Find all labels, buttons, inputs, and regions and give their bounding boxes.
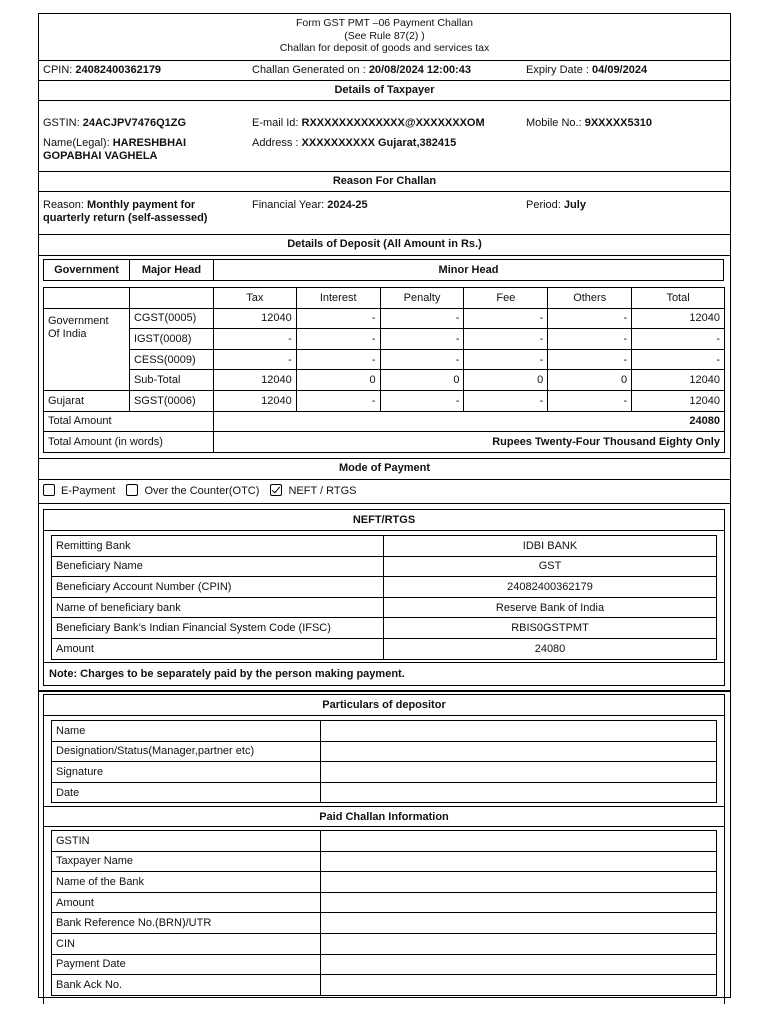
amount-cell: - xyxy=(213,349,296,370)
col-total: Total xyxy=(632,288,725,309)
neft-value: RBIS0GSTPMT xyxy=(384,618,717,639)
amount-cell: - xyxy=(548,349,632,370)
option-label: NEFT / RTGS xyxy=(288,485,357,497)
checkbox-checked-icon[interactable] xyxy=(270,484,282,496)
deposit-head-table xyxy=(43,259,724,281)
neft-value: 24082400362179 xyxy=(384,577,717,598)
cpin-value: 24082400362179 xyxy=(75,64,162,76)
paid-value-field[interactable] xyxy=(321,954,717,975)
email-label: E-mail Id: xyxy=(252,117,302,129)
amount-cell: - xyxy=(464,308,548,329)
table-row xyxy=(52,975,717,996)
table-row xyxy=(52,782,717,803)
mobile-label: Mobile No.: xyxy=(526,117,585,129)
paid-value-field[interactable] xyxy=(321,933,717,954)
form-title: Form GST PMT –06 Payment Challan xyxy=(295,17,473,29)
total-amount-row xyxy=(44,411,725,432)
major-head-cell: CESS(0009) xyxy=(129,349,213,370)
paid-label: Bank Ack No. xyxy=(52,975,321,996)
amount-cell: - xyxy=(548,390,632,411)
neft-value: IDBI BANK xyxy=(384,536,717,557)
table-row xyxy=(52,913,717,934)
head-government: Government xyxy=(44,260,130,281)
depositor-label: Date xyxy=(52,782,321,803)
subtotal-row xyxy=(44,370,725,391)
depositor-table xyxy=(51,720,717,803)
depositor-value-field[interactable] xyxy=(321,741,717,762)
depositor-value-field[interactable] xyxy=(321,762,717,783)
neft-rtgs-box xyxy=(43,509,725,686)
taxpayer-section-title: Details of Taxpayer xyxy=(334,84,435,96)
gov-of-india-line1: Government xyxy=(48,314,109,327)
option-label: Over the Counter(OTC) xyxy=(144,485,260,497)
amount-cell: 12040 xyxy=(632,370,725,391)
depositor-section-title: Particulars of depositor xyxy=(44,695,724,716)
checkbox-icon[interactable] xyxy=(126,484,138,496)
amount-cell: - xyxy=(296,390,380,411)
total-words-value: Rupees Twenty-Four Thousand Eighty Only xyxy=(213,432,724,453)
paid-label: Bank Reference No.(BRN)/UTR xyxy=(52,913,321,934)
checkbox-icon[interactable] xyxy=(43,484,55,496)
generated-value: 20/08/2024 12:00:43 xyxy=(368,64,471,76)
table-row xyxy=(52,597,717,618)
col-fee: Fee xyxy=(464,288,548,309)
major-head-cell: SGST(0006) xyxy=(129,390,213,411)
payment-mode-title: Mode of Payment xyxy=(338,462,431,474)
neft-label: Name of beneficiary bank xyxy=(52,597,384,618)
option-label: E-Payment xyxy=(61,485,116,497)
depositor-label: Name xyxy=(52,721,321,742)
paid-value-field[interactable] xyxy=(321,872,717,893)
amount-cell: - xyxy=(632,349,725,370)
total-words-row xyxy=(44,432,725,453)
cpin-label: CPIN: xyxy=(43,64,76,76)
col-interest: Interest xyxy=(296,288,380,309)
amount-cell: - xyxy=(296,308,380,329)
form-subtitle: Challan for deposit of goods and services tax xyxy=(279,42,490,54)
amount-cell: - xyxy=(296,329,380,350)
financial-year-label: Financial Year: xyxy=(252,199,328,211)
neft-label: Remitting Bank xyxy=(52,536,384,557)
depositor-value-field[interactable] xyxy=(321,721,717,742)
table-row xyxy=(52,851,717,872)
reason-value-2: quarterly return (self-assessed) xyxy=(43,212,208,224)
depositor-value-field[interactable] xyxy=(321,782,717,803)
period-label: Period: xyxy=(526,199,564,211)
option-neft-rtgs[interactable] xyxy=(270,485,356,497)
table-row xyxy=(52,536,717,557)
paid-label: Amount xyxy=(52,892,321,913)
deposit-section-title: Details of Deposit (All Amount in Rs.) xyxy=(287,238,482,250)
amount-cell: - xyxy=(380,390,464,411)
paid-value-field[interactable] xyxy=(321,892,717,913)
depositor-label: Designation/Status(Manager,partner etc) xyxy=(52,741,321,762)
mobile-value: 9XXXXX5310 xyxy=(584,117,652,129)
table-row xyxy=(52,556,717,577)
head-minor: Minor Head xyxy=(214,260,724,281)
amount-cell: - xyxy=(464,390,548,411)
total-amount-label: Total Amount xyxy=(44,411,214,432)
taxpayer-details xyxy=(39,100,730,168)
paid-label: CIN xyxy=(52,933,321,954)
table-row xyxy=(52,638,717,659)
legal-name-label: Name(Legal): xyxy=(43,137,113,149)
state-cell: Gujarat xyxy=(44,390,130,411)
paid-label: Name of the Bank xyxy=(52,872,321,893)
total-words-label: Total Amount (in words) xyxy=(44,432,214,453)
paid-value-field[interactable] xyxy=(321,831,717,852)
major-head-cell: IGST(0008) xyxy=(129,329,213,350)
amount-cell: 12040 xyxy=(632,390,725,411)
neft-table xyxy=(51,535,717,660)
reason-value: Monthly payment for xyxy=(87,199,196,211)
table-row xyxy=(52,954,717,975)
amount-cell: 12040 xyxy=(213,370,296,391)
payment-mode-options xyxy=(39,479,730,503)
amount-cell: - xyxy=(464,349,548,370)
neft-label: Beneficiary Name xyxy=(52,556,384,577)
option-e-payment[interactable] xyxy=(43,485,115,497)
head-major: Major Head xyxy=(130,260,214,281)
amount-cell: - xyxy=(380,308,464,329)
col-tax: Tax xyxy=(213,288,296,309)
neft-section-title: NEFT/RTGS xyxy=(44,510,724,531)
major-head-cell: CGST(0005) xyxy=(129,308,213,329)
amount-cell: - xyxy=(380,349,464,370)
paid-label: Payment Date xyxy=(52,954,321,975)
total-amount-value: 24080 xyxy=(213,411,724,432)
paid-challan-title: Paid Challan Information xyxy=(44,806,724,827)
paid-label: GSTIN xyxy=(52,831,321,852)
table-row xyxy=(52,831,717,852)
table-row xyxy=(52,892,717,913)
expiry-label: Expiry Date : xyxy=(526,64,593,76)
paid-value-field[interactable] xyxy=(321,975,717,996)
paid-label: Taxpayer Name xyxy=(52,851,321,872)
government-of-india-cell xyxy=(44,308,130,390)
table-row xyxy=(52,933,717,954)
table-row xyxy=(52,741,717,762)
amount-cell: - xyxy=(380,329,464,350)
paid-challan-table xyxy=(51,830,717,996)
neft-label: Amount xyxy=(52,638,384,659)
option-otc[interactable] xyxy=(126,485,259,497)
col-others: Others xyxy=(548,288,632,309)
neft-value: 24080 xyxy=(384,638,717,659)
expiry-value: 04/09/2024 xyxy=(592,64,648,76)
reason-details xyxy=(39,191,730,234)
form-header xyxy=(39,14,730,60)
table-row xyxy=(52,872,717,893)
table-row xyxy=(52,618,717,639)
amount-cell: - xyxy=(548,308,632,329)
depositor-box xyxy=(43,694,725,1004)
amount-cell: 0 xyxy=(464,370,548,391)
challan-id-row xyxy=(39,60,730,80)
amount-cell: 12040 xyxy=(213,308,296,329)
deposit-columns-row xyxy=(44,288,725,309)
paid-value-field[interactable] xyxy=(321,851,717,872)
amount-cell: - xyxy=(548,329,632,350)
address-value: XXXXXXXXXX Gujarat,382415 xyxy=(301,137,457,149)
neft-label: Beneficiary Account Number (CPIN) xyxy=(52,577,384,598)
gujarat-row xyxy=(44,390,725,411)
table-row xyxy=(52,721,717,742)
table-row xyxy=(44,349,725,370)
challan-form xyxy=(38,13,731,998)
col-penalty: Penalty xyxy=(380,288,464,309)
amount-cell: - xyxy=(632,329,725,350)
major-head-cell: Sub-Total xyxy=(129,370,213,391)
reason-label: Reason: xyxy=(43,199,88,211)
amount-cell: 12040 xyxy=(632,308,725,329)
neft-value: GST xyxy=(384,556,717,577)
amount-cell: 0 xyxy=(548,370,632,391)
amount-cell: 12040 xyxy=(213,390,296,411)
table-row xyxy=(52,577,717,598)
amount-cell: - xyxy=(296,349,380,370)
paid-value-field[interactable] xyxy=(321,913,717,934)
gov-of-india-line2: Of India xyxy=(48,327,87,340)
neft-value: Reserve Bank of India xyxy=(384,597,717,618)
deposit-table xyxy=(43,287,725,453)
depositor-label: Signature xyxy=(52,762,321,783)
reason-section-title: Reason For Challan xyxy=(332,175,437,187)
table-row xyxy=(44,308,725,329)
period-value: July xyxy=(563,199,586,211)
amount-cell: 0 xyxy=(296,370,380,391)
email-value: RXXXXXXXXXXXXX@XXXXXXXOM xyxy=(301,117,485,129)
gstin-value: 24ACJPV7476Q1ZG xyxy=(82,117,187,129)
financial-year-value: 2024-25 xyxy=(327,199,368,211)
legal-name-value-2: GOPABHAI VAGHELA xyxy=(43,150,158,162)
gstin-label: GSTIN: xyxy=(43,117,83,129)
generated-label: Challan Generated on : xyxy=(252,64,369,76)
neft-note: Note: Charges to be separately paid by the person making payment. xyxy=(44,662,724,686)
legal-name-value: HARESHBHAI xyxy=(112,137,187,149)
address-label: Address : xyxy=(252,137,302,149)
amount-cell: - xyxy=(464,329,548,350)
table-row xyxy=(52,762,717,783)
table-row xyxy=(44,329,725,350)
amount-cell: - xyxy=(213,329,296,350)
form-rule: (See Rule 87(2) ) xyxy=(344,29,425,42)
amount-cell: 0 xyxy=(380,370,464,391)
neft-label: Beneficiary Bank’s Indian Financial System Code (IFSC) xyxy=(52,618,384,639)
